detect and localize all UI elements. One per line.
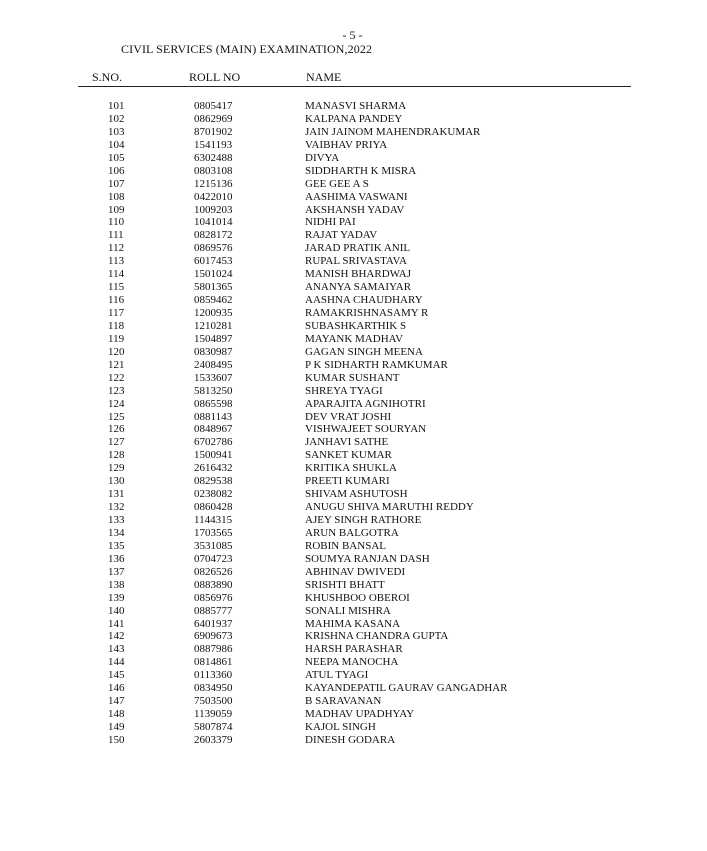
roll-number-cell: 0814861 xyxy=(194,656,233,669)
candidate-name-cell: MADHAV UPADHYAY xyxy=(305,708,415,721)
column-header-name: NAME xyxy=(306,70,342,84)
candidate-name-cell: SIDDHARTH K MISRA xyxy=(305,164,417,177)
candidate-name-cell: NEEPA MANOCHA xyxy=(305,656,399,669)
roll-number-cell: 6017453 xyxy=(194,255,233,268)
candidate-name-cell: GAGAN SINGH MEENA xyxy=(305,345,423,358)
candidate-name-cell: VAIBHAV PRIYA xyxy=(305,138,388,151)
roll-number-cell: 6702786 xyxy=(194,436,233,449)
candidate-name-cell: MAHIMA KASANA xyxy=(305,617,401,630)
table-row xyxy=(0,488,707,501)
table-row xyxy=(0,656,707,669)
table-row xyxy=(0,268,707,281)
roll-number-cell: 0869576 xyxy=(194,242,233,255)
serial-number-cell: 117 xyxy=(108,307,125,319)
roll-number-cell: 6302488 xyxy=(194,151,233,164)
candidate-name-cell: DEV VRAT JOSHI xyxy=(305,410,392,423)
serial-number-cell: 104 xyxy=(108,138,125,151)
candidate-name-cell: RAMAKRISHNASAMY R xyxy=(305,307,429,319)
candidate-name-cell: DINESH GODARA xyxy=(305,733,396,746)
candidate-name-cell: JAIN JAINOM MAHENDRAKUMAR xyxy=(305,125,481,138)
roll-number-cell: 0848967 xyxy=(194,423,233,436)
table-row xyxy=(0,165,707,178)
roll-number-cell: 1210281 xyxy=(194,319,233,332)
table-row xyxy=(0,618,707,631)
table-row xyxy=(0,592,707,605)
roll-number-cell: 6909673 xyxy=(194,630,233,643)
table-row xyxy=(0,320,707,333)
candidate-name-cell: KRISHNA CHANDRA GUPTA xyxy=(305,630,449,643)
candidate-name-cell: ARUN BALGOTRA xyxy=(305,526,399,539)
serial-number-cell: 123 xyxy=(108,384,125,397)
page-number: - 5 - xyxy=(342,28,363,42)
candidate-name-cell: APARAJITA AGNIHOTRI xyxy=(305,397,426,410)
roll-number-cell: 0422010 xyxy=(194,190,233,203)
candidate-name-cell: KHUSHBOO OBEROI xyxy=(305,591,410,604)
table-row xyxy=(0,605,707,618)
table-row xyxy=(0,242,707,255)
serial-number-cell: 145 xyxy=(108,669,125,682)
roll-number-cell: 2616432 xyxy=(194,462,233,475)
table-row xyxy=(0,359,707,372)
candidate-name-cell: SRISHTI BHATT xyxy=(305,578,385,591)
roll-number-cell: 1144315 xyxy=(194,514,233,526)
exam-title: CIVIL SERVICES (MAIN) EXAMINATION,2022 xyxy=(121,42,373,56)
serial-number-cell: 111 xyxy=(108,229,124,242)
serial-number-cell: 135 xyxy=(108,539,125,552)
serial-number-cell: 132 xyxy=(108,501,125,514)
roll-number-cell: 1703565 xyxy=(194,526,233,539)
candidate-name-cell: SHREYA TYAGI xyxy=(305,384,383,397)
table-row xyxy=(0,540,707,553)
serial-number-cell: 133 xyxy=(108,514,125,526)
candidate-name-cell: KAYANDEPATIL GAURAV GANGADHAR xyxy=(305,682,508,695)
serial-number-cell: 102 xyxy=(108,112,125,125)
table-row xyxy=(0,734,707,747)
roll-number-cell: 1139059 xyxy=(194,708,233,721)
roll-number-cell: 0828172 xyxy=(194,229,233,242)
table-row xyxy=(0,682,707,695)
candidate-name-cell: ANUGU SHIVA MARUTHI REDDY xyxy=(305,501,474,514)
roll-number-cell: 0881143 xyxy=(194,410,233,423)
table-row xyxy=(0,372,707,385)
candidate-name-cell: DIVYA xyxy=(305,151,340,164)
roll-number-cell: 0704723 xyxy=(194,552,233,565)
candidate-name-cell: KAJOL SINGH xyxy=(305,721,376,733)
column-header-sno: S.NO. xyxy=(92,70,123,84)
roll-number-cell: 1041014 xyxy=(194,216,233,229)
serial-number-cell: 143 xyxy=(108,643,125,656)
table-row xyxy=(0,579,707,592)
serial-number-cell: 131 xyxy=(108,488,125,501)
roll-number-cell: 0883890 xyxy=(194,578,233,591)
candidate-name-cell: SOUMYA RANJAN DASH xyxy=(305,552,430,565)
table-row xyxy=(0,643,707,656)
candidate-name-cell: NIDHI PAI xyxy=(305,216,356,229)
serial-number-cell: 116 xyxy=(108,294,125,307)
serial-number-cell: 138 xyxy=(108,578,125,591)
table-row xyxy=(0,294,707,307)
header-divider xyxy=(78,86,631,87)
serial-number-cell: 110 xyxy=(108,216,125,229)
roll-number-cell: 0887986 xyxy=(194,643,233,656)
serial-number-cell: 106 xyxy=(108,164,125,177)
table-row xyxy=(0,695,707,708)
roll-number-cell: 1500941 xyxy=(194,449,233,462)
table-row xyxy=(0,411,707,424)
candidate-name-cell: KUMAR SUSHANT xyxy=(305,371,400,384)
roll-number-cell: 5801365 xyxy=(194,281,233,294)
serial-number-cell: 137 xyxy=(108,565,125,578)
roll-number-cell: 3531085 xyxy=(194,539,233,552)
roll-number-cell: 0859462 xyxy=(194,294,233,307)
table-row xyxy=(0,178,707,191)
serial-number-cell: 130 xyxy=(108,475,125,488)
serial-number-cell: 107 xyxy=(108,177,125,190)
serial-number-cell: 126 xyxy=(108,423,125,436)
table-row xyxy=(0,449,707,462)
roll-number-cell: 0826526 xyxy=(194,565,233,578)
roll-number-cell: 1215136 xyxy=(194,177,233,190)
serial-number-cell: 109 xyxy=(108,203,125,216)
serial-number-cell: 139 xyxy=(108,591,125,604)
candidate-name-cell: MAYANK MADHAV xyxy=(305,332,404,345)
serial-number-cell: 119 xyxy=(108,332,125,345)
candidate-name-cell: ROBIN BANSAL xyxy=(305,539,386,552)
roll-number-cell: 1533607 xyxy=(194,371,233,384)
roll-number-cell: 0865598 xyxy=(194,397,233,410)
roll-number-cell: 0803108 xyxy=(194,164,233,177)
serial-number-cell: 128 xyxy=(108,449,125,462)
serial-number-cell: 115 xyxy=(108,281,125,294)
table-row xyxy=(0,333,707,346)
candidate-name-cell: ATUL TYAGI xyxy=(305,669,369,682)
table-row xyxy=(0,630,707,643)
roll-number-cell: 2408495 xyxy=(194,358,233,371)
serial-number-cell: 124 xyxy=(108,397,125,410)
candidate-name-cell: VISHWAJEET SOURYAN xyxy=(305,423,427,436)
table-row xyxy=(0,255,707,268)
candidate-name-cell: SHIVAM ASHUTOSH xyxy=(305,488,408,501)
serial-number-cell: 129 xyxy=(108,462,125,475)
candidate-name-cell: P K SIDHARTH RAMKUMAR xyxy=(305,358,448,371)
table-row xyxy=(0,385,707,398)
serial-number-cell: 127 xyxy=(108,436,125,449)
roll-number-cell: 7503500 xyxy=(194,695,233,708)
table-row xyxy=(0,475,707,488)
table-row xyxy=(0,204,707,217)
serial-number-cell: 125 xyxy=(108,410,125,423)
candidate-name-cell: SUBASHKARTHIK S xyxy=(305,319,407,332)
table-row xyxy=(0,139,707,152)
table-row xyxy=(0,514,707,527)
roll-number-cell: 0805417 xyxy=(194,100,233,112)
roll-number-cell: 2603379 xyxy=(194,733,233,746)
table-row xyxy=(0,462,707,475)
table-row xyxy=(0,721,707,734)
candidate-name-cell: HARSH PARASHAR xyxy=(305,643,403,656)
table-row xyxy=(0,436,707,449)
roll-number-cell: 0113360 xyxy=(194,669,233,682)
table-row xyxy=(0,423,707,436)
table-row xyxy=(0,708,707,721)
table-row xyxy=(0,191,707,204)
candidate-name-cell: JARAD PRATIK ANIL xyxy=(305,242,411,255)
serial-number-cell: 136 xyxy=(108,552,125,565)
candidate-name-cell: AASHIMA VASWANI xyxy=(305,190,408,203)
candidate-name-cell: RAJAT YADAV xyxy=(305,229,378,242)
serial-number-cell: 101 xyxy=(108,100,125,112)
serial-number-cell: 108 xyxy=(108,190,125,203)
serial-number-cell: 144 xyxy=(108,656,125,669)
serial-number-cell: 148 xyxy=(108,708,125,721)
candidate-name-cell: GEE GEE A S xyxy=(305,177,369,190)
table-row xyxy=(0,566,707,579)
serial-number-cell: 149 xyxy=(108,721,125,733)
serial-number-cell: 120 xyxy=(108,345,125,358)
serial-number-cell: 146 xyxy=(108,682,125,695)
serial-number-cell: 122 xyxy=(108,371,125,384)
roll-number-cell: 8701902 xyxy=(194,125,233,138)
roll-number-cell: 1009203 xyxy=(194,203,233,216)
serial-number-cell: 114 xyxy=(108,268,125,281)
table-row xyxy=(0,152,707,165)
serial-number-cell: 140 xyxy=(108,604,125,617)
roll-number-cell: 0830987 xyxy=(194,345,233,358)
roll-number-cell: 0856976 xyxy=(194,591,233,604)
serial-number-cell: 121 xyxy=(108,358,125,371)
serial-number-cell: 105 xyxy=(108,151,125,164)
table-row xyxy=(0,126,707,139)
serial-number-cell: 134 xyxy=(108,526,125,539)
candidate-name-cell: JANHAVI SATHE xyxy=(305,436,389,449)
candidate-name-cell: KRITIKA SHUKLA xyxy=(305,462,397,475)
candidate-name-cell: KALPANA PANDEY xyxy=(305,112,403,125)
candidate-name-cell: RUPAL SRIVASTAVA xyxy=(305,255,407,268)
table-row xyxy=(0,669,707,682)
table-row xyxy=(0,229,707,242)
result-list xyxy=(0,100,707,747)
table-row xyxy=(0,281,707,294)
serial-number-cell: 118 xyxy=(108,319,125,332)
serial-number-cell: 113 xyxy=(108,255,125,268)
roll-number-cell: 1504897 xyxy=(194,332,233,345)
roll-number-cell: 5807874 xyxy=(194,721,233,733)
candidate-name-cell: SONALI MISHRA xyxy=(305,604,391,617)
table-row xyxy=(0,346,707,359)
candidate-name-cell: AJEY SINGH RATHORE xyxy=(305,514,422,526)
table-row xyxy=(0,100,707,113)
table-row xyxy=(0,398,707,411)
serial-number-cell: 147 xyxy=(108,695,125,708)
candidate-name-cell: SANKET KUMAR xyxy=(305,449,392,462)
candidate-name-cell: MANISH BHARDWAJ xyxy=(305,268,412,281)
serial-number-cell: 150 xyxy=(108,733,125,746)
table-row xyxy=(0,553,707,566)
table-row xyxy=(0,113,707,126)
roll-number-cell: 1200935 xyxy=(194,307,233,319)
candidate-name-cell: MANASVI SHARMA xyxy=(305,100,407,112)
table-row xyxy=(0,216,707,229)
roll-number-cell: 0238082 xyxy=(194,488,233,501)
candidate-name-cell: PREETI KUMARI xyxy=(305,475,390,488)
candidate-name-cell: B SARAVANAN xyxy=(305,695,382,708)
table-row xyxy=(0,307,707,320)
roll-number-cell: 1501024 xyxy=(194,268,233,281)
serial-number-cell: 103 xyxy=(108,125,125,138)
roll-number-cell: 5813250 xyxy=(194,384,233,397)
roll-number-cell: 0885777 xyxy=(194,604,233,617)
table-row xyxy=(0,527,707,540)
roll-number-cell: 6401937 xyxy=(194,617,233,630)
roll-number-cell: 0862969 xyxy=(194,112,233,125)
roll-number-cell: 0829538 xyxy=(194,475,233,488)
roll-number-cell: 0860428 xyxy=(194,501,233,514)
candidate-name-cell: AASHNA CHAUDHARY xyxy=(305,294,423,307)
table-row xyxy=(0,501,707,514)
roll-number-cell: 1541193 xyxy=(194,138,233,151)
serial-number-cell: 112 xyxy=(108,242,125,255)
serial-number-cell: 141 xyxy=(108,617,125,630)
candidate-name-cell: ANANYA SAMAIYAR xyxy=(305,281,412,294)
serial-number-cell: 142 xyxy=(108,630,125,643)
candidate-name-cell: ABHINAV DWIVEDI xyxy=(305,565,406,578)
candidate-name-cell: AKSHANSH YADAV xyxy=(305,203,405,216)
roll-number-cell: 0834950 xyxy=(194,682,233,695)
column-header-roll-no: ROLL NO xyxy=(189,70,241,84)
